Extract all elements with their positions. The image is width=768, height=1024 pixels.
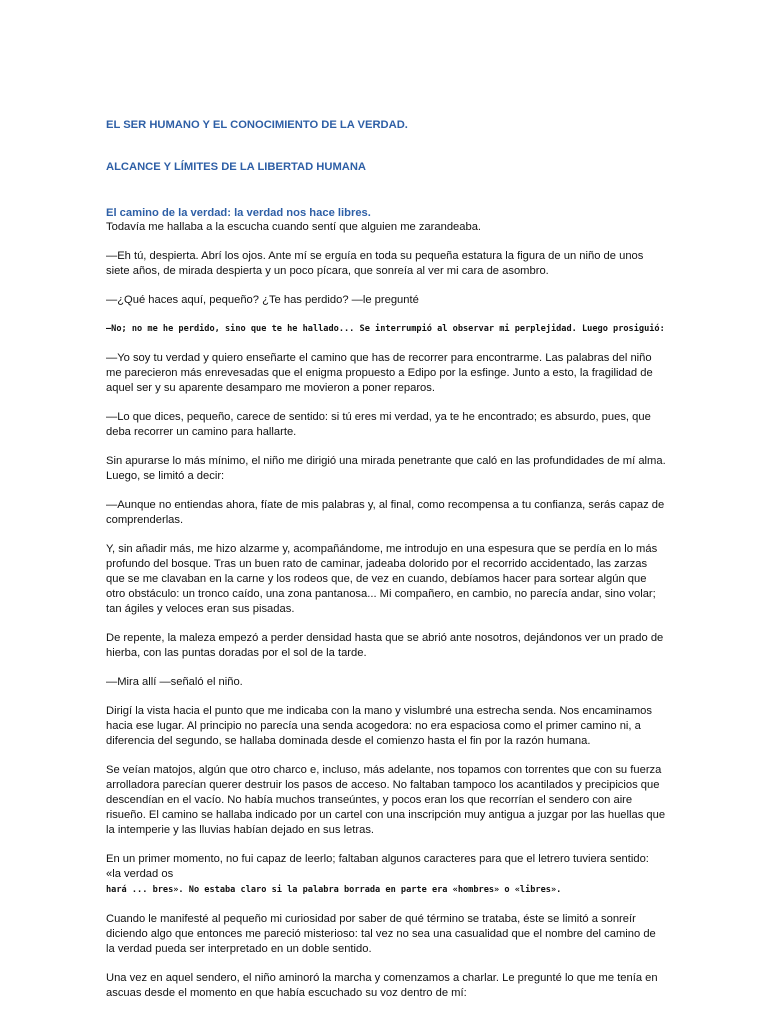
- paragraph-10: De repente, la maleza empezó a perder densidad hasta que se abrió ante nosotros, dejándonos ver un prado de hierba, con las puntas doradas por el sol de la tarde.: [106, 632, 664, 659]
- paragraph-6: —Lo que dices, pequeño, carece de sentido: si tú eres mi verdad, ya te he encontrado; es absurdo, pues, que deba recorrer un camino para hallarte.: [106, 411, 651, 438]
- paragraph-14-text: En un primer momento, no fui capaz de leerlo; faltaban algunos caracteres para que el letrero tuviera sentido: «la verdad os: [106, 853, 649, 880]
- document-subtitle: ALCANCE Y LÍMITES DE LA LIBERTAD HUMANA: [106, 161, 367, 173]
- paragraph-16: Una vez en aquel sendero, el niño aminoró la marcha y comenzamos a charlar. Le pregunté lo que me tenía en ascuas desde el momento en que había escuchado su voz dentro de mí:: [106, 972, 658, 999]
- paragraph-14-inscription: hará ... bres». No estaba claro si la palabra borrada en parte era «hombres» o «libres».: [106, 885, 562, 895]
- paragraph-2: —Eh tú, despierta. Abrí los ojos. Ante mí se erguía en toda su pequeña estatura la figura de un niño de unos siete años, de mirada despierta y un poco pícara, que sonreía al ver mi cara de asombro.: [106, 250, 644, 277]
- paragraph-11: —Mira allí —señaló el niño.: [106, 676, 243, 688]
- paragraph-13: Se veían matojos, algún que otro charco e, incluso, más adelante, nos topamos con torrentes que con su fuerza arrolladora parecían querer destruir los pasos de acceso. No faltaban tampoco los acantilados y precipicios que descendían en el vacío. No había muchos transeúntes, y pocos eran los que recorrían el sendero con aire risueño. El camino se hallaba indicado por un cartel con una inscripción muy antigua a juzgar por las huellas que la intemperie y las lluvias habían dejado en sus letras.: [106, 764, 666, 836]
- document-body: [106, 206, 666, 1015]
- document-title: EL SER HUMANO Y EL CONOCIMIENTO DE LA VERDAD.: [106, 119, 408, 131]
- section-heading: El camino de la verdad: la verdad nos hace libres.: [106, 207, 371, 219]
- paragraph-3: —¿Qué haces aquí, pequeño? ¿Te has perdido? —le pregunté: [106, 294, 419, 306]
- paragraph-8: —Aunque no entiendas ahora, fíate de mis palabras y, al final, como recompensa a tu confianza, serás capaz de comprenderlas.: [106, 499, 665, 526]
- paragraph-12: Dirigí la vista hacia el punto que me indicaba con la mano y vislumbré una estrecha senda. Nos encaminamos hacia ese lugar. Al principio no parecía una senda acogedora: no era espaciosa como el primer camino ni, a diferencia del segundo, se hallaba dominada desde el comienzo hasta el fin por la razón humana.: [106, 705, 652, 747]
- paragraph-14: [106, 852, 666, 898]
- paragraph-15: Cuando le manifesté al pequeño mi curiosidad por saber de qué término se trataba, éste se limitó a sonreír diciendo algo que entonces me pareció misterioso: tal vez no sea una casualidad que el nombre del camino de la verdad pueda ser interpretado en un doble sentido.: [106, 913, 656, 955]
- paragraph-1: Todavía me hallaba a la escucha cuando sentí que alguien me zarandeaba.: [106, 221, 482, 233]
- paragraph-5: —Yo soy tu verdad y quiero enseñarte el camino que has de recorrer para encontrarme. Las palabras del niño me parecieron más enrevesadas que el enigma propuesto a Edipo por la esfinge. Junto a esto, la fragilidad de aquel ser y su aparente desamparo me movieron a poner reparos.: [106, 352, 653, 394]
- paragraph-4: —No; no me he perdido, sino que te he hallado... Se interrumpió al observar mi perplejidad. Luego prosiguió:: [106, 324, 665, 334]
- paragraph-9: Y, sin añadir más, me hizo alzarme y, acompañándome, me introdujo en una espesura que se perdía en lo más profundo del bosque. Tras un buen rato de caminar, jadeaba dolorido por el recorrido accidentado, las zarzas que se me clavaban en la carne y los rodeos que, de vez en cuando, debíamos hacer para sortear algún que otro obstáculo: un tronco caído, una zona pantanosa... Mi compañero, en cambio, no parecía andar, sino volar; tan ágiles y veloces eran sus pisadas.: [106, 543, 658, 615]
- paragraph-7: Sin apurarse lo más mínimo, el niño me dirigió una mirada penetrante que caló en las profundidades de mí alma. Luego, se limitó a decir:: [106, 455, 666, 482]
